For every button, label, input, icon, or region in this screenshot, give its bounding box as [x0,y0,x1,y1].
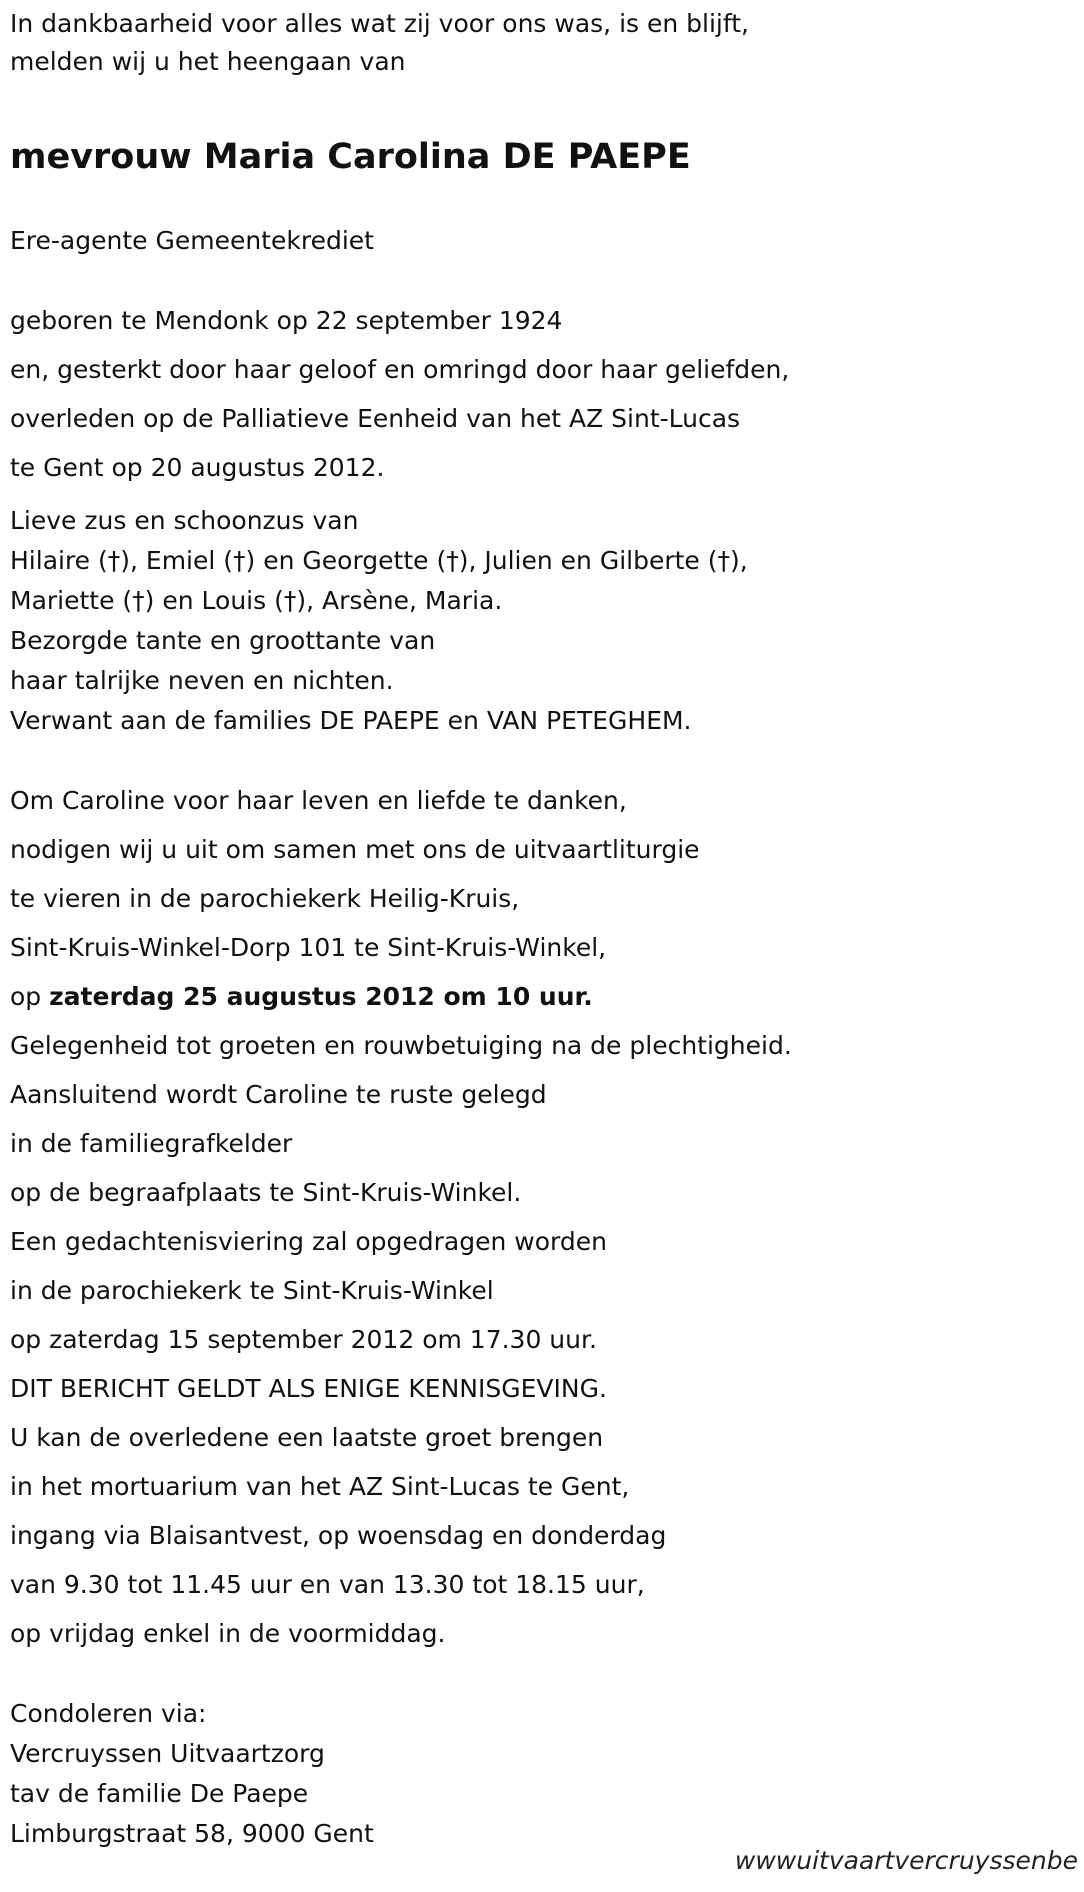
family-line-5: haar talrijke neven en nichten. [10,666,394,695]
intro-line-1: In dankbaarheid voor alles wat zij voor ons was, is en blijft, [10,9,749,38]
condolences-line-3: tav de familie De Paepe [10,1779,309,1808]
birth-line-4: te Gent op 20 augustus 2012. [10,453,385,482]
ceremony-line-3: te vieren in de parochiekerk Heilig-Kruis, [10,884,520,913]
details-line-3: in de familiegrafkelder [10,1129,293,1158]
details-line-10: in het mortuarium van het AZ Sint-Lucas te Gent, [10,1472,630,1501]
intro-line-2: melden wij u het heengaan van [10,47,406,76]
condolences-line-4: Limburgstraat 58, 9000 Gent [10,1819,374,1848]
details-line-12: van 9.30 tot 11.45 uur en van 13.30 tot 18.15 uur, [10,1570,645,1599]
family-line-3: Mariette (†) en Louis (†), Arsène, Maria. [10,586,503,615]
ceremony-date-line [10,982,593,1012]
details-line-6: in de parochiekerk te Sint-Kruis-Winkel [10,1276,494,1305]
honorary-title: Ere-agente Gemeentekrediet [10,226,374,255]
family-line-1: Lieve zus en schoonzus van [10,506,359,535]
website-footer: wwwuitvaartvercruyssenbe [734,1846,1078,1875]
condolences-line-1: Condoleren via: [10,1699,207,1728]
birth-line-1: geboren te Mendonk op 22 september 1924 [10,306,563,335]
details-line-11: ingang via Blaisantvest, op woensdag en donderdag [10,1521,667,1550]
details-line-13: op vrijdag enkel in de voormiddag. [10,1619,446,1648]
ceremony-line-1: Om Caroline voor haar leven en liefde te danken, [10,786,627,815]
details-line-2: Aansluitend wordt Caroline te ruste gelegd [10,1080,547,1109]
details-line-5: Een gedachtenisviering zal opgedragen worden [10,1227,607,1256]
family-line-2: Hilaire (†), Emiel (†) en Georgette (†), Julien en Gilberte (†), [10,546,748,575]
deceased-name: mevrouw Maria Carolina DE PAEPE [10,137,691,177]
condolences-line-2: Vercruyssen Uitvaartzorg [10,1739,325,1768]
details-line-1: Gelegenheid tot groeten en rouwbetuiging na de plechtigheid. [10,1031,792,1060]
details-line-9: U kan de overledene een laatste groet brengen [10,1423,604,1452]
birth-line-3: overleden op de Palliatieve Eenheid van het AZ Sint-Lucas [10,404,741,433]
family-line-6: Verwant aan de families DE PAEPE en VAN PETEGHEM. [10,706,692,735]
details-line-7: op zaterdag 15 september 2012 om 17.30 uur. [10,1325,597,1354]
ceremony-date-prefix: op [10,982,50,1011]
details-line-8: DIT BERICHT GELDT ALS ENIGE KENNISGEVING. [10,1374,607,1403]
family-line-4: Bezorgde tante en groottante van [10,626,436,655]
ceremony-line-2: nodigen wij u uit om samen met ons de uitvaartliturgie [10,835,700,864]
birth-line-2: en, gesterkt door haar geloof en omringd door haar geliefden, [10,355,790,384]
details-line-4: op de begraafplaats te Sint-Kruis-Winkel. [10,1178,522,1207]
ceremony-line-4: Sint-Kruis-Winkel-Dorp 101 te Sint-Kruis-Winkel, [10,933,607,962]
ceremony-date: zaterdag 25 augustus 2012 om 10 uur. [49,982,593,1011]
